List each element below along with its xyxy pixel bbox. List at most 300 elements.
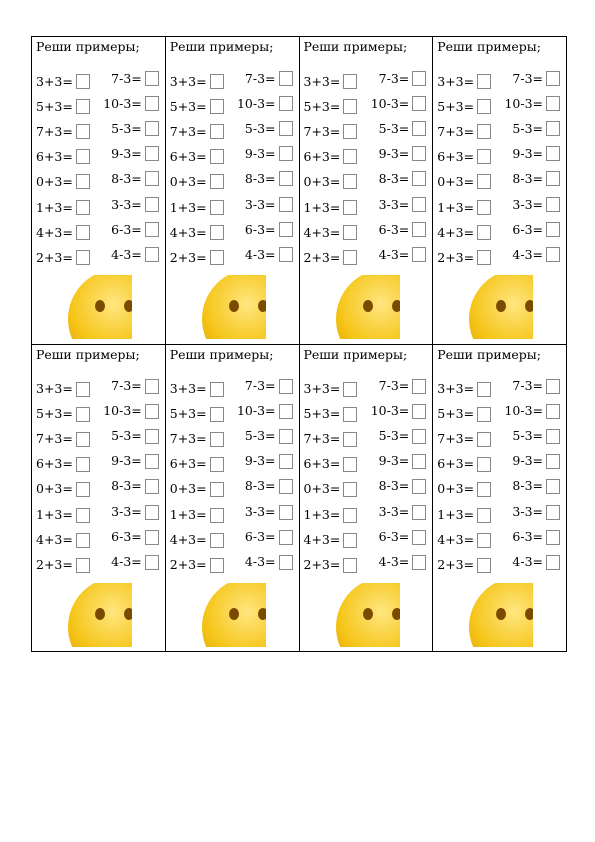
exercise-text: 8-3= (111, 170, 142, 186)
subtraction-exercise (512, 477, 560, 495)
exercise-text: 0+3= (437, 481, 475, 496)
answer-box[interactable] (279, 96, 293, 111)
answer-box[interactable] (210, 508, 224, 523)
answer-box[interactable] (546, 197, 560, 212)
addition-exercise (36, 97, 90, 115)
addition-exercise (304, 172, 358, 190)
answer-box[interactable] (279, 379, 293, 394)
subtraction-exercise (111, 69, 159, 87)
addition-exercise (36, 405, 90, 423)
answer-box[interactable] (412, 121, 426, 136)
exercise-text: 1+3= (303, 199, 341, 215)
answer-box[interactable] (145, 96, 159, 111)
worksheet-card (433, 345, 567, 653)
subtraction-exercise (379, 427, 427, 445)
answer-box[interactable] (145, 429, 159, 444)
exercise-text: 7-3= (512, 378, 543, 393)
answer-box[interactable] (76, 533, 90, 548)
exercise-text: 5-3= (244, 120, 276, 136)
answer-box[interactable] (343, 74, 357, 89)
answer-box[interactable] (145, 454, 159, 469)
exercise-text: 7+3= (437, 123, 475, 139)
answer-box[interactable] (76, 382, 90, 397)
answer-box[interactable] (76, 149, 90, 164)
addition-exercise (437, 172, 491, 190)
answer-box[interactable] (546, 555, 560, 570)
answer-box[interactable] (145, 222, 159, 237)
left-eye-icon (229, 608, 239, 620)
subtraction-exercise (379, 452, 427, 470)
exercise-text: 7-3= (111, 378, 142, 393)
exercise-text: 5+3= (36, 406, 73, 421)
answer-box[interactable] (343, 200, 357, 215)
answer-box[interactable] (343, 99, 357, 114)
subtraction-exercise (111, 377, 159, 395)
left-eye-icon (229, 300, 239, 312)
answer-box[interactable] (145, 121, 159, 136)
exercise-text: 1+3= (36, 507, 73, 522)
answer-box[interactable] (546, 530, 560, 545)
answer-box[interactable] (210, 74, 224, 89)
exercise-text: 4+3= (36, 224, 73, 240)
answer-box[interactable] (210, 457, 224, 472)
subtraction-exercise (237, 402, 293, 420)
answer-box[interactable] (279, 505, 293, 520)
smiley-face-icon (334, 583, 400, 647)
answer-box[interactable] (477, 382, 491, 397)
answer-box[interactable] (76, 174, 90, 189)
answer-box[interactable] (210, 533, 224, 548)
addition-exercise (36, 430, 90, 448)
subtraction-exercise (111, 169, 159, 187)
answer-box[interactable] (210, 200, 224, 215)
answer-box[interactable] (477, 457, 491, 472)
exercise-text: 9-3= (244, 453, 276, 468)
answer-box[interactable] (412, 530, 426, 545)
answer-box[interactable] (477, 533, 491, 548)
answer-box[interactable] (477, 200, 491, 215)
exercise-text: 6-3= (378, 529, 410, 544)
answer-box[interactable] (76, 457, 90, 472)
answer-box[interactable] (546, 379, 560, 394)
addition-exercise (437, 380, 491, 398)
answer-box[interactable] (477, 225, 491, 240)
subtraction-exercise (379, 503, 427, 521)
answer-box[interactable] (145, 555, 159, 570)
answer-box[interactable] (210, 124, 224, 139)
answer-box[interactable] (145, 479, 159, 494)
answer-box[interactable] (412, 479, 426, 494)
subtraction-exercise (379, 528, 427, 546)
card-title: Реши примеры; (303, 39, 408, 54)
card-title: Реши примеры; (303, 346, 408, 362)
subtraction-exercise (245, 427, 293, 445)
left-eye-icon (95, 300, 105, 312)
answer-box[interactable] (477, 508, 491, 523)
subtraction-exercise (512, 245, 560, 263)
answer-box[interactable] (546, 454, 560, 469)
exercise-text: 0+3= (303, 481, 341, 496)
exercise-text: 3-3= (111, 196, 142, 212)
answer-box[interactable] (76, 200, 90, 215)
smiley-face-icon (200, 275, 266, 339)
answer-box[interactable] (477, 558, 491, 573)
answer-box[interactable] (76, 74, 90, 89)
answer-box[interactable] (210, 432, 224, 447)
exercise-text: 2+3= (36, 557, 73, 572)
exercise-text: 0+3= (36, 173, 73, 189)
answer-box[interactable] (145, 530, 159, 545)
left-eye-icon (363, 300, 373, 312)
exercise-text: 10-3= (103, 403, 142, 418)
answer-box[interactable] (145, 247, 159, 262)
answer-box[interactable] (343, 533, 357, 548)
exercise-text: 6-3= (111, 221, 142, 237)
answer-box[interactable] (412, 454, 426, 469)
answer-box[interactable] (412, 247, 426, 262)
answer-box[interactable] (343, 382, 357, 397)
addition-exercise (437, 248, 491, 266)
exercise-text: 0+3= (169, 481, 207, 496)
subtraction-exercise (245, 477, 293, 495)
exercise-text: 5-3= (111, 120, 142, 136)
addition-exercise (170, 147, 224, 165)
answer-box[interactable] (279, 171, 293, 186)
answer-box[interactable] (343, 407, 357, 422)
worksheet-card (433, 37, 567, 345)
answer-box[interactable] (145, 505, 159, 520)
answer-box[interactable] (279, 121, 293, 136)
answer-box[interactable] (145, 71, 159, 86)
answer-box[interactable] (412, 429, 426, 444)
exercise-text: 5+3= (437, 98, 475, 114)
answer-box[interactable] (546, 479, 560, 494)
answer-box[interactable] (477, 149, 491, 164)
exercise-text: 2+3= (303, 249, 341, 265)
answer-box[interactable] (279, 404, 293, 419)
exercise-text: 7-3= (111, 70, 142, 86)
smiley-face-icon (200, 583, 266, 647)
answer-box[interactable] (145, 146, 159, 161)
subtraction-exercise (245, 169, 293, 187)
exercise-text: 1+3= (437, 507, 475, 522)
addition-exercise (304, 198, 358, 216)
answer-box[interactable] (343, 482, 357, 497)
answer-box[interactable] (76, 124, 90, 139)
answer-box[interactable] (343, 124, 357, 139)
answer-box[interactable] (412, 197, 426, 212)
exercise-text: 8-3= (244, 170, 276, 186)
addition-exercise (170, 122, 224, 140)
subtraction-exercise (379, 69, 427, 87)
addition-exercise (170, 72, 224, 90)
addition-exercise (170, 405, 224, 423)
exercise-text: 6+3= (437, 456, 475, 471)
subtraction-exercise (512, 119, 560, 137)
answer-box[interactable] (76, 407, 90, 422)
exercise-text: 5-3= (512, 428, 543, 443)
addition-exercise (36, 556, 90, 574)
answer-box[interactable] (279, 429, 293, 444)
answer-box[interactable] (546, 96, 560, 111)
exercise-text: 3+3= (169, 73, 207, 89)
exercise-text: 4+3= (303, 224, 341, 240)
subtraction-exercise (103, 94, 159, 112)
subtraction-exercise (512, 528, 560, 546)
answer-box[interactable] (412, 171, 426, 186)
subtraction-exercise (111, 195, 159, 213)
answer-box[interactable] (546, 429, 560, 444)
exercise-text: 5-3= (111, 428, 142, 443)
answer-box[interactable] (343, 174, 357, 189)
subtraction-exercise (504, 94, 560, 112)
subtraction-exercise (245, 144, 293, 162)
answer-box[interactable] (279, 454, 293, 469)
exercise-text: 3-3= (111, 504, 142, 519)
exercise-text: 2+3= (169, 557, 207, 572)
subtraction-exercise (245, 452, 293, 470)
exercise-text: 9-3= (111, 145, 142, 161)
answer-box[interactable] (546, 71, 560, 86)
exercise-text: 3-3= (512, 504, 543, 519)
answer-box[interactable] (210, 250, 224, 265)
exercise-text: 7+3= (36, 123, 73, 139)
answer-box[interactable] (546, 121, 560, 136)
answer-box[interactable] (412, 505, 426, 520)
exercise-text: 2+3= (437, 557, 475, 572)
addition-exercise (437, 223, 491, 241)
exercise-text: 4+3= (169, 532, 207, 547)
addition-exercise (170, 97, 224, 115)
answer-box[interactable] (76, 432, 90, 447)
answer-box[interactable] (279, 479, 293, 494)
exercise-text: 6+3= (169, 456, 207, 471)
answer-box[interactable] (477, 174, 491, 189)
addition-exercise (36, 147, 90, 165)
answer-box[interactable] (76, 250, 90, 265)
answer-box[interactable] (210, 407, 224, 422)
addition-exercise (437, 198, 491, 216)
answer-box[interactable] (279, 247, 293, 262)
exercise-text: 8-3= (111, 478, 142, 493)
subtraction-exercise (245, 503, 293, 521)
answer-box[interactable] (412, 146, 426, 161)
exercise-text: 6-3= (512, 529, 543, 544)
exercise-text: 4-3= (111, 554, 142, 569)
addition-exercise (437, 405, 491, 423)
exercise-text: 9-3= (378, 453, 410, 468)
card-title: Реши примеры; (437, 39, 541, 54)
subtraction-exercise (512, 553, 560, 571)
addition-exercise (170, 480, 224, 498)
answer-box[interactable] (343, 457, 357, 472)
addition-exercise (304, 72, 358, 90)
worksheet-card (166, 345, 300, 653)
answer-box[interactable] (210, 99, 224, 114)
exercise-text: 7+3= (303, 123, 341, 139)
answer-box[interactable] (279, 222, 293, 237)
exercise-text: 1+3= (169, 507, 207, 522)
exercise-text: 10-3= (103, 95, 142, 111)
answer-box[interactable] (279, 197, 293, 212)
answer-box[interactable] (210, 149, 224, 164)
exercise-text: 5-3= (244, 428, 276, 443)
addition-exercise (170, 223, 224, 241)
worksheet-grid (31, 36, 567, 652)
addition-exercise (36, 248, 90, 266)
answer-box[interactable] (76, 558, 90, 573)
exercise-text: 7-3= (378, 378, 410, 393)
exercise-text: 9-3= (512, 453, 543, 468)
subtraction-exercise (103, 402, 159, 420)
exercise-text: 1+3= (437, 199, 475, 215)
answer-box[interactable] (279, 146, 293, 161)
answer-box[interactable] (279, 555, 293, 570)
subtraction-exercise (512, 220, 560, 238)
exercise-text: 10-3= (504, 403, 543, 418)
addition-exercise (437, 531, 491, 549)
addition-exercise (304, 455, 358, 473)
addition-exercise (437, 72, 491, 90)
exercise-text: 3+3= (303, 73, 341, 89)
addition-exercise (36, 380, 90, 398)
subtraction-exercise (111, 119, 159, 137)
answer-box[interactable] (210, 558, 224, 573)
addition-exercise (170, 531, 224, 549)
exercise-text: 10-3= (236, 403, 276, 418)
smiley-face-icon (66, 583, 132, 647)
worksheet-card (300, 345, 434, 653)
answer-box[interactable] (412, 555, 426, 570)
answer-box[interactable] (546, 247, 560, 262)
subtraction-exercise (379, 377, 427, 395)
answer-box[interactable] (210, 482, 224, 497)
exercise-text: 2+3= (169, 249, 207, 265)
answer-box[interactable] (145, 197, 159, 212)
answer-box[interactable] (76, 482, 90, 497)
answer-box[interactable] (145, 379, 159, 394)
subtraction-exercise (379, 144, 427, 162)
answer-box[interactable] (412, 222, 426, 237)
exercise-text: 7+3= (169, 123, 207, 139)
answer-box[interactable] (546, 404, 560, 419)
answer-box[interactable] (477, 250, 491, 265)
answer-box[interactable] (343, 558, 357, 573)
exercise-text: 6+3= (303, 148, 341, 164)
exercise-text: 1+3= (303, 507, 341, 522)
exercise-text: 5+3= (303, 98, 341, 114)
subtraction-exercise (379, 553, 427, 571)
addition-exercise (304, 556, 358, 574)
exercise-text: 4-3= (512, 246, 543, 262)
answer-box[interactable] (343, 250, 357, 265)
exercise-text: 3+3= (169, 381, 207, 396)
answer-box[interactable] (76, 99, 90, 114)
subtraction-exercise (379, 169, 427, 187)
exercise-text: 7-3= (244, 70, 276, 86)
answer-box[interactable] (343, 225, 357, 240)
left-eye-icon (496, 608, 506, 620)
addition-exercise (36, 506, 90, 524)
answer-box[interactable] (210, 174, 224, 189)
exercise-text: 4+3= (36, 532, 73, 547)
exercise-text: 3+3= (437, 381, 475, 396)
answer-box[interactable] (477, 99, 491, 114)
exercise-text: 5+3= (36, 98, 73, 114)
addition-exercise (304, 122, 358, 140)
answer-box[interactable] (145, 171, 159, 186)
exercise-text: 4+3= (169, 224, 207, 240)
exercise-text: 4+3= (303, 532, 341, 547)
answer-box[interactable] (546, 146, 560, 161)
answer-box[interactable] (477, 74, 491, 89)
addition-exercise (170, 506, 224, 524)
subtraction-exercise (111, 245, 159, 263)
card-title: Реши примеры; (169, 39, 274, 54)
answer-box[interactable] (343, 149, 357, 164)
answer-box[interactable] (412, 379, 426, 394)
exercise-text: 4+3= (437, 532, 475, 547)
subtraction-exercise (512, 195, 560, 213)
exercise-text: 3-3= (244, 196, 276, 212)
addition-exercise (304, 147, 358, 165)
addition-exercise (304, 531, 358, 549)
smiley-face-icon (467, 275, 533, 339)
exercise-text: 5+3= (437, 406, 475, 421)
subtraction-exercise (111, 553, 159, 571)
answer-box[interactable] (279, 71, 293, 86)
exercise-text: 8-3= (512, 170, 543, 186)
answer-box[interactable] (412, 404, 426, 419)
answer-box[interactable] (546, 222, 560, 237)
answer-box[interactable] (477, 407, 491, 422)
exercise-text: 6-3= (244, 529, 276, 544)
worksheet-card (300, 37, 434, 345)
answer-box[interactable] (279, 530, 293, 545)
subtraction-exercise (237, 94, 293, 112)
answer-box[interactable] (210, 225, 224, 240)
exercise-text: 6+3= (36, 148, 73, 164)
answer-box[interactable] (546, 505, 560, 520)
answer-box[interactable] (76, 225, 90, 240)
addition-exercise (304, 223, 358, 241)
answer-box[interactable] (76, 508, 90, 523)
subtraction-exercise (245, 528, 293, 546)
answer-box[interactable] (546, 171, 560, 186)
answer-box[interactable] (145, 404, 159, 419)
answer-box[interactable] (477, 432, 491, 447)
answer-box[interactable] (343, 432, 357, 447)
exercise-text: 3-3= (378, 504, 410, 519)
exercise-text: 0+3= (437, 173, 475, 189)
answer-box[interactable] (477, 482, 491, 497)
exercise-text: 7+3= (437, 431, 475, 446)
answer-box[interactable] (210, 382, 224, 397)
subtraction-exercise (111, 452, 159, 470)
left-eye-icon (363, 608, 373, 620)
answer-box[interactable] (412, 96, 426, 111)
exercise-text: 4-3= (244, 246, 276, 262)
addition-exercise (170, 172, 224, 190)
answer-box[interactable] (343, 508, 357, 523)
addition-exercise (170, 556, 224, 574)
answer-box[interactable] (412, 71, 426, 86)
card-title: Реши примеры; (437, 346, 541, 362)
answer-box[interactable] (477, 124, 491, 139)
addition-exercise (304, 97, 358, 115)
subtraction-exercise (379, 119, 427, 137)
addition-exercise (437, 122, 491, 140)
